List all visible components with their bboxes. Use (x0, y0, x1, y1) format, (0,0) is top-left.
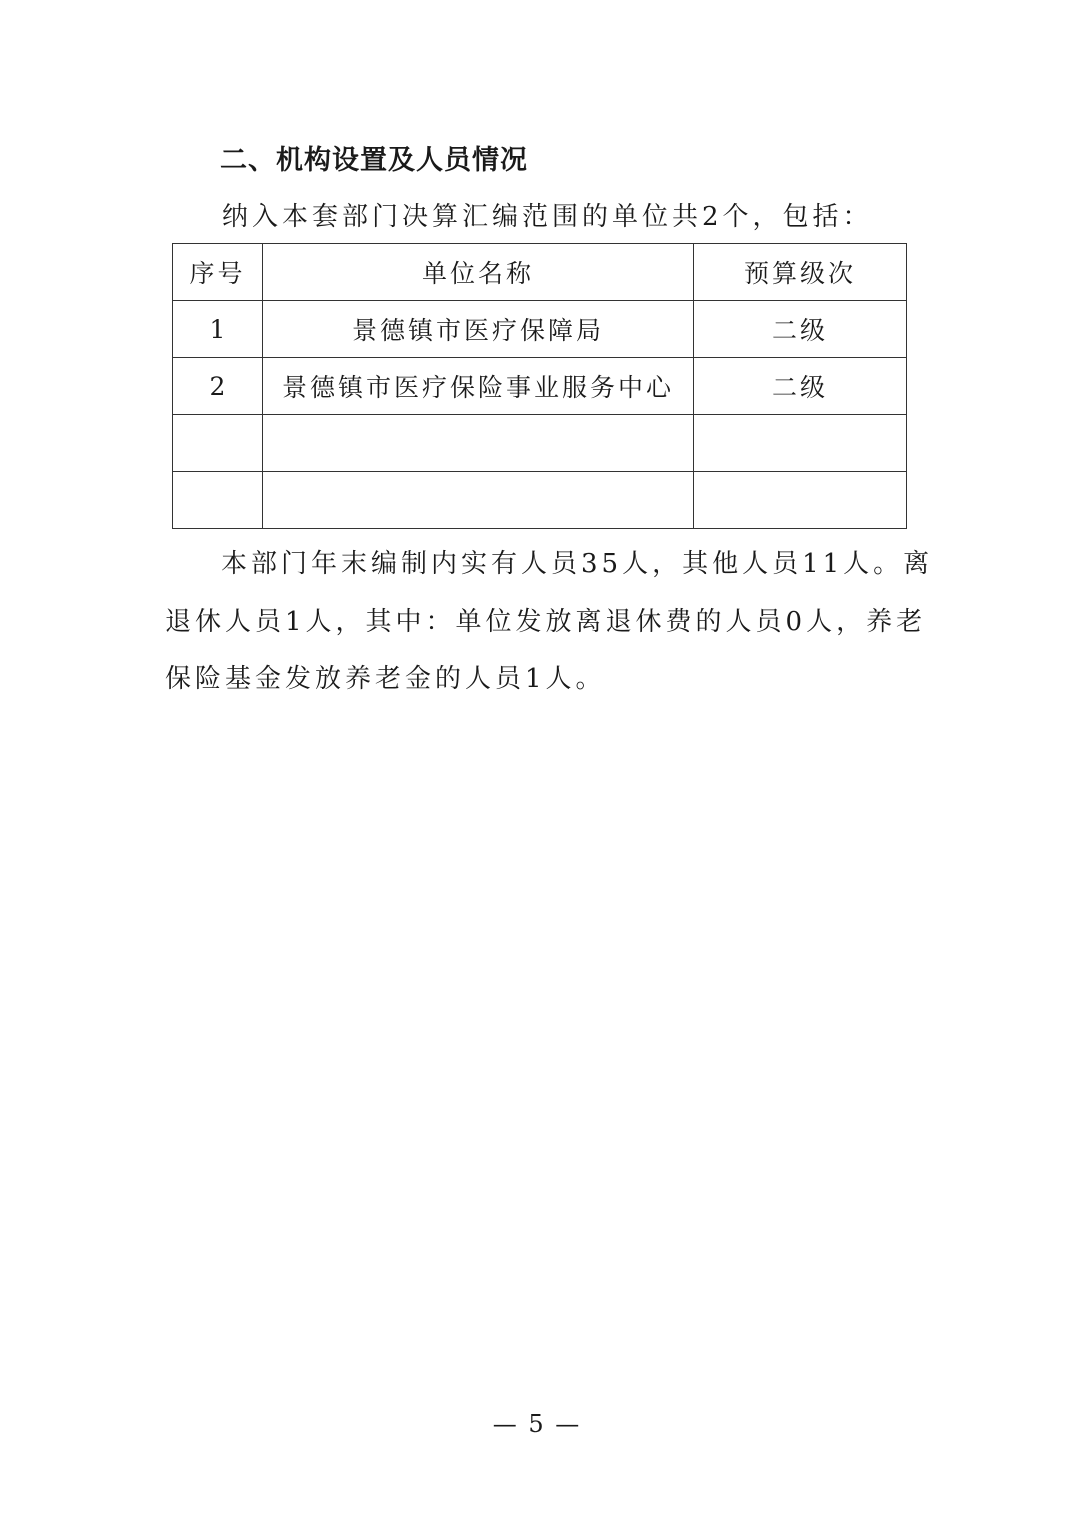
table-row (173, 415, 907, 472)
cell-seq: 2 (173, 358, 263, 415)
cell-budget-level (694, 415, 907, 472)
cell-budget-level: 二级 (694, 301, 907, 358)
cell-budget-level: 二级 (694, 358, 907, 415)
header-unit-name: 单位名称 (263, 244, 694, 301)
page-number: — 5 — (492, 1410, 582, 1438)
cell-budget-level (694, 472, 907, 529)
cell-unit-name: 景德镇市医疗保险事业服务中心 (263, 358, 694, 415)
cell-unit-name (263, 472, 694, 529)
units-table (172, 243, 907, 529)
staffing-line: 本部门年末编制内实有人员35人，其他人员11人。离 (221, 549, 934, 579)
table-row (173, 358, 907, 415)
cell-seq (173, 472, 263, 529)
staffing-paragraph (165, 536, 934, 709)
cell-seq: 1 (173, 301, 263, 358)
cell-unit-name: 景德镇市医疗保障局 (263, 301, 694, 358)
table-row (173, 472, 907, 529)
header-budget-level: 预算级次 (694, 244, 907, 301)
header-seq: 序号 (173, 244, 263, 301)
table-row (173, 301, 907, 358)
intro-paragraph: 纳入本套部门决算汇编范围的单位共2个，包括： (222, 202, 873, 232)
cell-seq (173, 415, 263, 472)
cell-unit-name (263, 415, 694, 472)
staffing-line: 保险基金发放养老金的人员1人。 (165, 664, 606, 694)
section-heading: 二、机构设置及人员情况 (220, 145, 528, 176)
staffing-line: 退休人员1人，其中：单位发放离退休费的人员0人，养老 (165, 606, 927, 637)
table-header-row (173, 244, 907, 301)
